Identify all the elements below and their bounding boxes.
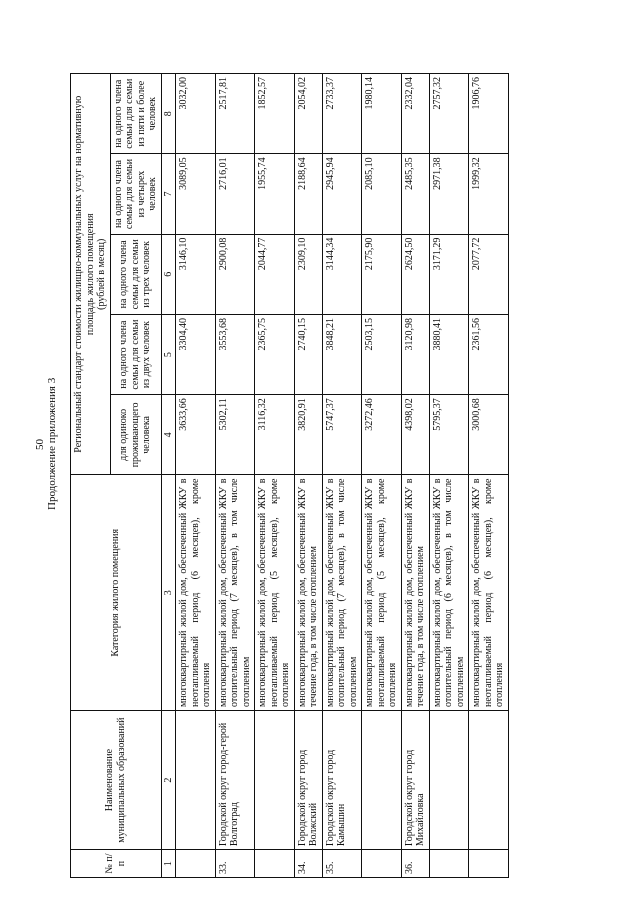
- housing-category: многоквартирный жилой дом, обеспеченный ЖКУ в течение года, в том числе отоплением: [401, 475, 429, 711]
- housing-category: многоквартирный жилой дом, обеспеченный ЖКУ в неотапливаемый период (5 месяцев), кроме отопления: [362, 475, 402, 711]
- cost-value: 5302,11: [215, 395, 255, 475]
- table-row: [401, 74, 429, 878]
- municipality-name: [469, 711, 509, 850]
- cost-value: 5747,37: [322, 395, 362, 475]
- column-index: 4: [161, 395, 176, 475]
- header-municipality: Наименование муниципальных образований: [71, 711, 162, 850]
- cost-value: 2517,81: [215, 74, 255, 154]
- cost-value: 2757,32: [429, 74, 469, 154]
- cost-value: 3304,40: [176, 314, 216, 394]
- cost-value: 3848,21: [322, 314, 362, 394]
- row-number: 33.: [215, 850, 255, 878]
- table-row: [176, 74, 216, 878]
- header-col-4: для одиноко проживающего человека: [110, 395, 161, 475]
- column-index: 3: [161, 475, 176, 711]
- cost-value: 3000,68: [469, 395, 509, 475]
- cost-value: 2733,37: [322, 74, 362, 154]
- housing-category: многоквартирный жилой дом, обеспеченный ЖКУ в неотапливаемый период (6 месяцев), кроме отопления: [469, 475, 509, 711]
- municipality-name: Городской округ город Волжский: [294, 711, 322, 850]
- row-number: [362, 850, 402, 878]
- column-index: 1: [161, 850, 176, 878]
- column-index: 7: [161, 154, 176, 234]
- cost-value: 1980,14: [362, 74, 402, 154]
- cost-value: 2503,15: [362, 314, 402, 394]
- cost-value: 3820,91: [294, 395, 322, 475]
- municipality-name: [429, 711, 469, 850]
- cost-value: 1955,74: [255, 154, 295, 234]
- housing-category: многоквартирный жилой дом, обеспеченный ЖКУ в неотапливаемый период (6 месяцев), кроме отопления: [176, 475, 216, 711]
- table-row: [362, 74, 402, 878]
- cost-value: 2716,01: [215, 154, 255, 234]
- cost-value: 2175,90: [362, 234, 402, 314]
- cost-value: 2365,75: [255, 314, 295, 394]
- municipality-name: Городской округ город Михайловка: [401, 711, 429, 850]
- header-col-5: на одного члена семьи для семьи из двух человек: [110, 314, 161, 394]
- cost-value: 2309,10: [294, 234, 322, 314]
- municipality-name: Городской округ город-герой Волгоград: [215, 711, 255, 850]
- municipality-name: [362, 711, 402, 850]
- header-col-8: на одного члена семьи для семьи из пяти и более человек: [110, 74, 161, 154]
- row-number: 35.: [322, 850, 362, 878]
- housing-category: многоквартирный жилой дом, обеспеченный ЖКУ в течение года, в том числе отоплением: [294, 475, 322, 711]
- table-row: [322, 74, 362, 878]
- table-row: [294, 74, 322, 878]
- cost-value: 2044,77: [255, 234, 295, 314]
- row-number: [469, 850, 509, 878]
- cost-value: 2361,56: [469, 314, 509, 394]
- row-number: 34.: [294, 850, 322, 878]
- row-number: 36.: [401, 850, 429, 878]
- header-standard-group: [71, 74, 111, 476]
- header-standard-title: Региональный стандарт стоимости жилищно-коммунальных услуг на нормативную площадь жилого помещения: [73, 95, 96, 453]
- housing-category: многоквартирный жилой дом, обеспеченный ЖКУ в отопительный период (6 месяцев), в том числе отоплением: [429, 475, 469, 711]
- header-row-1: [71, 74, 111, 878]
- cost-value: 3171,29: [429, 234, 469, 314]
- row-number: [255, 850, 295, 878]
- cost-value: 3553,68: [215, 314, 255, 394]
- housing-category: многоквартирный жилой дом, обеспеченный ЖКУ в отопительный период (7 месяцев), в том числе отоплением: [322, 475, 362, 711]
- table-row: [429, 74, 469, 878]
- housing-category: многоквартирный жилой дом, обеспеченный ЖКУ в неотапливаемый период (5 месяцев), кроме отопления: [255, 475, 295, 711]
- page-number: 50: [34, 439, 46, 450]
- cost-value: 2485,35: [401, 154, 429, 234]
- cost-value: 3633,66: [176, 395, 216, 475]
- cost-value: 1852,57: [255, 74, 295, 154]
- cost-value: 1999,32: [469, 154, 509, 234]
- header-col-7: на одного члена семьи для семьи из четырех человек: [110, 154, 161, 234]
- cost-value: 3272,46: [362, 395, 402, 475]
- rotated-table-area: [70, 73, 630, 878]
- cost-value: 5795,37: [429, 395, 469, 475]
- cost-value: 2188,64: [294, 154, 322, 234]
- cost-value: 4398,02: [401, 395, 429, 475]
- cost-value: 3120,98: [401, 314, 429, 394]
- row-number: [176, 850, 216, 878]
- municipality-name: [176, 711, 216, 850]
- housing-cost-table: [70, 73, 509, 878]
- cost-value: 2077,72: [469, 234, 509, 314]
- header-category: Категория жилого помещения: [71, 475, 162, 711]
- column-index: 8: [161, 74, 176, 154]
- housing-category: многоквартирный жилой дом, обеспеченный ЖКУ в отопительный период (7 месяцев), в том числе отоплением: [215, 475, 255, 711]
- column-index-row: [161, 74, 176, 878]
- row-number: [429, 850, 469, 878]
- header-number: № п/п: [71, 850, 162, 878]
- column-index: 2: [161, 711, 176, 850]
- header-col-6: на одного члена семьи для семьи из трех человек: [110, 234, 161, 314]
- cost-value: 2054,02: [294, 74, 322, 154]
- cost-value: 2624,50: [401, 234, 429, 314]
- cost-value: 2945,94: [322, 154, 362, 234]
- column-index: 5: [161, 314, 176, 394]
- table-row: [255, 74, 295, 878]
- cost-value: 3116,32: [255, 395, 295, 475]
- cost-value: 3146,10: [176, 234, 216, 314]
- cost-value: 3144,34: [322, 234, 362, 314]
- cost-value: 2740,15: [294, 314, 322, 394]
- cost-value: 3089,05: [176, 154, 216, 234]
- cost-value: 2332,04: [401, 74, 429, 154]
- table-row: [469, 74, 509, 878]
- header-standard-unit: (рублей в месяц): [96, 238, 107, 310]
- column-index: 6: [161, 234, 176, 314]
- cost-value: 3032,00: [176, 74, 216, 154]
- cost-value: 2085,10: [362, 154, 402, 234]
- appendix-heading: Продолжение приложения 3: [46, 377, 58, 510]
- cost-value: 2900,08: [215, 234, 255, 314]
- table-row: [215, 74, 255, 878]
- table-body: [176, 74, 509, 878]
- cost-value: 1906,76: [469, 74, 509, 154]
- cost-value: 3880,41: [429, 314, 469, 394]
- municipality-name: Городской округ город Камышин: [322, 711, 362, 850]
- cost-value: 2971,38: [429, 154, 469, 234]
- municipality-name: [255, 711, 295, 850]
